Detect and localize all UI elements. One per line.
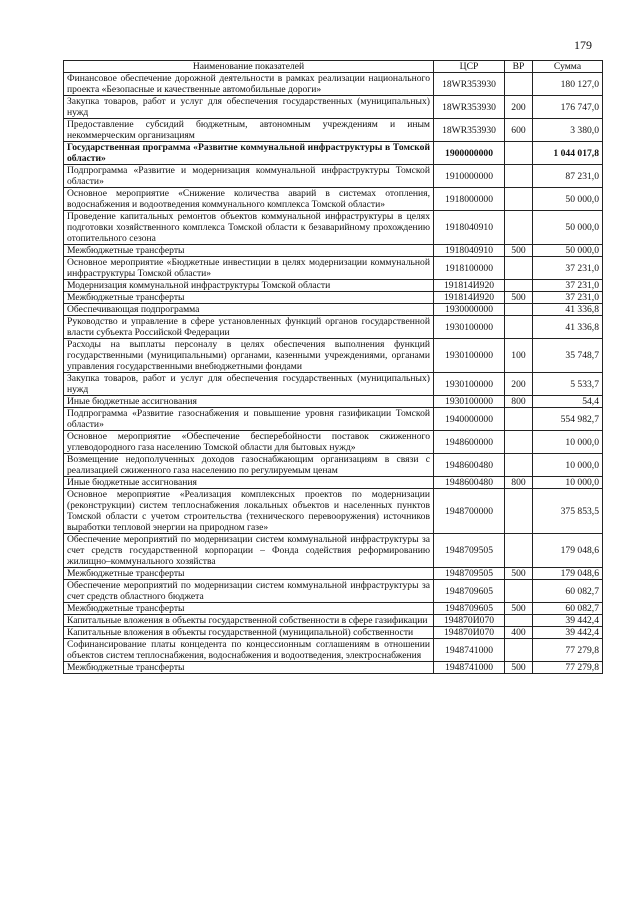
cell-sum: 179 048,6 — [533, 568, 603, 580]
cell-sum: 41 336,8 — [533, 304, 603, 316]
cell-name: Подпрограмма «Развитие и модернизация коммунальной инфраструктуры Томской области» — [64, 165, 434, 188]
cell-vr: 400 — [505, 627, 533, 639]
cell-vr: 600 — [505, 119, 533, 142]
header-name: Наименование показателей — [64, 61, 434, 73]
cell-vr: 100 — [505, 339, 533, 373]
cell-name: Руководство и управление в сфере установленных функций органов государственной власти субъекта Российской Федерации — [64, 316, 434, 339]
cell-name: Иные бюджетные ассигнования — [64, 396, 434, 408]
cell-csr: 18WR353930 — [434, 73, 505, 96]
cell-vr — [505, 408, 533, 431]
table-row — [64, 639, 603, 662]
cell-name: Подпрограмма «Развитие газоснабжения и повышение уровня газификации Томской области» — [64, 408, 434, 431]
table-row — [64, 373, 603, 396]
cell-name: Межбюджетные трансферты — [64, 245, 434, 257]
cell-name: Финансовое обеспечение дорожной деятельности в рамках реализации национального проекта «Безопасные и качественные автомобильные дороги» — [64, 73, 434, 96]
cell-name: Основное мероприятие «Обеспечение бесперебойности поставок сжиженного углеводородного газа населению Томской области для бытовых нужд» — [64, 431, 434, 454]
cell-name: Межбюджетные трансферты — [64, 568, 434, 580]
cell-name: Закупка товаров, работ и услуг для обеспечения государственных (муниципальных) нужд — [64, 96, 434, 119]
table-row — [64, 165, 603, 188]
cell-csr: 1948741000 — [434, 639, 505, 662]
cell-vr — [505, 316, 533, 339]
cell-vr — [505, 188, 533, 211]
table-row — [64, 316, 603, 339]
table-row — [64, 96, 603, 119]
cell-name: Капитальные вложения в объекты государственной (муниципальной) собственности — [64, 627, 434, 639]
table-row — [64, 142, 603, 165]
table-row — [64, 245, 603, 257]
cell-vr: 500 — [505, 603, 533, 615]
cell-sum: 60 082,7 — [533, 603, 603, 615]
cell-name: Межбюджетные трансферты — [64, 603, 434, 615]
cell-vr: 800 — [505, 396, 533, 408]
table-row — [64, 292, 603, 304]
table-row — [64, 454, 603, 477]
cell-name: Возмещение недополученных доходов газоснабжающим организациям в связи с реализацией сжиженного газа населению по регулируемым ценам — [64, 454, 434, 477]
page-number: 179 — [574, 38, 592, 52]
cell-name: Закупка товаров, работ и услуг для обеспечения государственных (муниципальных) нужд — [64, 373, 434, 396]
cell-csr: 1948709505 — [434, 534, 505, 568]
cell-name: Проведение капитальных ремонтов объектов коммунальной инфраструктуры в целях подготовки хозяйственного комплекса Томской области к безаварийному прохождению отопительного сезона — [64, 211, 434, 245]
table-row — [64, 534, 603, 568]
cell-sum: 50 000,0 — [533, 188, 603, 211]
cell-vr — [505, 280, 533, 292]
cell-csr: 194870И070 — [434, 627, 505, 639]
cell-sum: 180 127,0 — [533, 73, 603, 96]
cell-vr — [505, 304, 533, 316]
table-row — [64, 188, 603, 211]
cell-name: Межбюджетные трансферты — [64, 662, 434, 674]
table-body — [64, 73, 603, 674]
cell-csr: 191814И920 — [434, 292, 505, 304]
table-row — [64, 580, 603, 603]
cell-sum: 554 982,7 — [533, 408, 603, 431]
cell-name: Межбюджетные трансферты — [64, 292, 434, 304]
cell-vr — [505, 615, 533, 627]
cell-csr: 191814И920 — [434, 280, 505, 292]
table-row — [64, 280, 603, 292]
cell-sum: 10 000,0 — [533, 431, 603, 454]
cell-vr — [505, 489, 533, 534]
cell-sum: 60 082,7 — [533, 580, 603, 603]
cell-vr — [505, 580, 533, 603]
table-row — [64, 615, 603, 627]
cell-csr: 1930100000 — [434, 339, 505, 373]
cell-csr: 1930100000 — [434, 396, 505, 408]
budget-table — [63, 60, 603, 674]
cell-csr: 18WR353930 — [434, 119, 505, 142]
cell-csr: 1940000000 — [434, 408, 505, 431]
table-row — [64, 662, 603, 674]
cell-vr: 200 — [505, 373, 533, 396]
cell-sum: 87 231,0 — [533, 165, 603, 188]
cell-sum: 39 442,4 — [533, 615, 603, 627]
cell-name: Обеспечение мероприятий по модернизации систем коммунальной инфраструктуры за счет средств государственной корпорации – Фонда содействия реформированию жилищно–коммунального хозяйства — [64, 534, 434, 568]
cell-vr: 500 — [505, 245, 533, 257]
cell-csr: 1948700000 — [434, 489, 505, 534]
table-row — [64, 477, 603, 489]
cell-sum: 50 000,0 — [533, 245, 603, 257]
cell-sum: 54,4 — [533, 396, 603, 408]
cell-sum: 37 231,0 — [533, 280, 603, 292]
cell-csr: 1948709505 — [434, 568, 505, 580]
cell-sum: 77 279,8 — [533, 639, 603, 662]
cell-name: Иные бюджетные ассигнования — [64, 477, 434, 489]
cell-name: Обеспечение мероприятий по модернизации систем коммунальной инфраструктуры за счет средств областного бюджета — [64, 580, 434, 603]
cell-vr: 500 — [505, 292, 533, 304]
cell-name: Расходы на выплаты персоналу в целях обеспечения выполнения функций государственными (муниципальными) органами, казенными учреждениями, органами управления государственными внебюджетными фондами — [64, 339, 434, 373]
cell-name: Государственная программа «Развитие коммунальной инфраструктуры в Томской области» — [64, 142, 434, 165]
cell-name: Основное мероприятие «Реализация комплексных проектов по модернизации (реконструкции) систем теплоснабжения локальных объектов и населенных пунктов Томской области с учетом строительства (технического перевооружения) источников выработки тепловой энергии на природном газе» — [64, 489, 434, 534]
header-sum: Сумма — [533, 61, 603, 73]
cell-csr: 1918000000 — [434, 188, 505, 211]
cell-sum: 37 231,0 — [533, 257, 603, 280]
header-vr: ВР — [505, 61, 533, 73]
cell-sum: 41 336,8 — [533, 316, 603, 339]
cell-csr: 194870И070 — [434, 615, 505, 627]
table-row — [64, 396, 603, 408]
cell-name: Основное мероприятие «Бюджетные инвестиции в целях модернизации коммунальной инфраструктуры Томской области» — [64, 257, 434, 280]
cell-vr: 200 — [505, 96, 533, 119]
cell-csr: 1918040910 — [434, 245, 505, 257]
cell-sum: 10 000,0 — [533, 477, 603, 489]
table-row — [64, 489, 603, 534]
cell-sum: 10 000,0 — [533, 454, 603, 477]
cell-sum: 50 000,0 — [533, 211, 603, 245]
table-row — [64, 304, 603, 316]
table-row — [64, 257, 603, 280]
table-header-row — [64, 61, 603, 73]
cell-vr — [505, 142, 533, 165]
cell-csr: 1910000000 — [434, 165, 505, 188]
cell-vr — [505, 257, 533, 280]
cell-vr — [505, 431, 533, 454]
cell-csr: 1918040910 — [434, 211, 505, 245]
cell-vr: 500 — [505, 662, 533, 674]
cell-vr: 500 — [505, 568, 533, 580]
cell-csr: 1918100000 — [434, 257, 505, 280]
cell-name: Предоставление субсидий бюджетным, автономным учреждениям и иным некоммерческим организациям — [64, 119, 434, 142]
cell-csr: 1948600000 — [434, 431, 505, 454]
cell-vr — [505, 73, 533, 96]
cell-vr — [505, 534, 533, 568]
table-row — [64, 339, 603, 373]
cell-sum: 3 380,0 — [533, 119, 603, 142]
cell-sum: 1 044 017,8 — [533, 142, 603, 165]
cell-name: Софинансирование платы концедента по концессионным соглашениям в отношении объектов систем теплоснабжения, водоснабжения и водоотведения, электроснабжения — [64, 639, 434, 662]
cell-sum: 39 442,4 — [533, 627, 603, 639]
cell-csr: 18WR353930 — [434, 96, 505, 119]
table-row — [64, 211, 603, 245]
cell-vr — [505, 165, 533, 188]
cell-csr: 1948741000 — [434, 662, 505, 674]
table-row — [64, 73, 603, 96]
cell-name: Капитальные вложения в объекты государственной собственности в сфере газификации — [64, 615, 434, 627]
cell-sum: 179 048,6 — [533, 534, 603, 568]
cell-csr: 1900000000 — [434, 142, 505, 165]
cell-sum: 35 748,7 — [533, 339, 603, 373]
table-row — [64, 431, 603, 454]
cell-csr: 1948600480 — [434, 477, 505, 489]
cell-csr: 1948709605 — [434, 580, 505, 603]
cell-vr — [505, 639, 533, 662]
table-row — [64, 568, 603, 580]
cell-csr: 1930100000 — [434, 316, 505, 339]
cell-csr: 1930100000 — [434, 373, 505, 396]
cell-sum: 5 533,7 — [533, 373, 603, 396]
cell-vr — [505, 454, 533, 477]
table-row — [64, 627, 603, 639]
table-row — [64, 408, 603, 431]
cell-csr: 1948600480 — [434, 454, 505, 477]
header-csr: ЦСР — [434, 61, 505, 73]
cell-name: Модернизация коммунальной инфраструктуры Томской области — [64, 280, 434, 292]
cell-name: Обеспечивающая подпрограмма — [64, 304, 434, 316]
cell-vr: 800 — [505, 477, 533, 489]
cell-csr: 1930000000 — [434, 304, 505, 316]
cell-sum: 176 747,0 — [533, 96, 603, 119]
cell-sum: 37 231,0 — [533, 292, 603, 304]
cell-sum: 375 853,5 — [533, 489, 603, 534]
table-row — [64, 603, 603, 615]
cell-name: Основное мероприятие «Снижение количества аварий в системах отопления, водоснабжения и водоотведения коммунального комплекса Томской области» — [64, 188, 434, 211]
cell-sum: 77 279,8 — [533, 662, 603, 674]
table-row — [64, 119, 603, 142]
cell-csr: 1948709605 — [434, 603, 505, 615]
cell-vr — [505, 211, 533, 245]
